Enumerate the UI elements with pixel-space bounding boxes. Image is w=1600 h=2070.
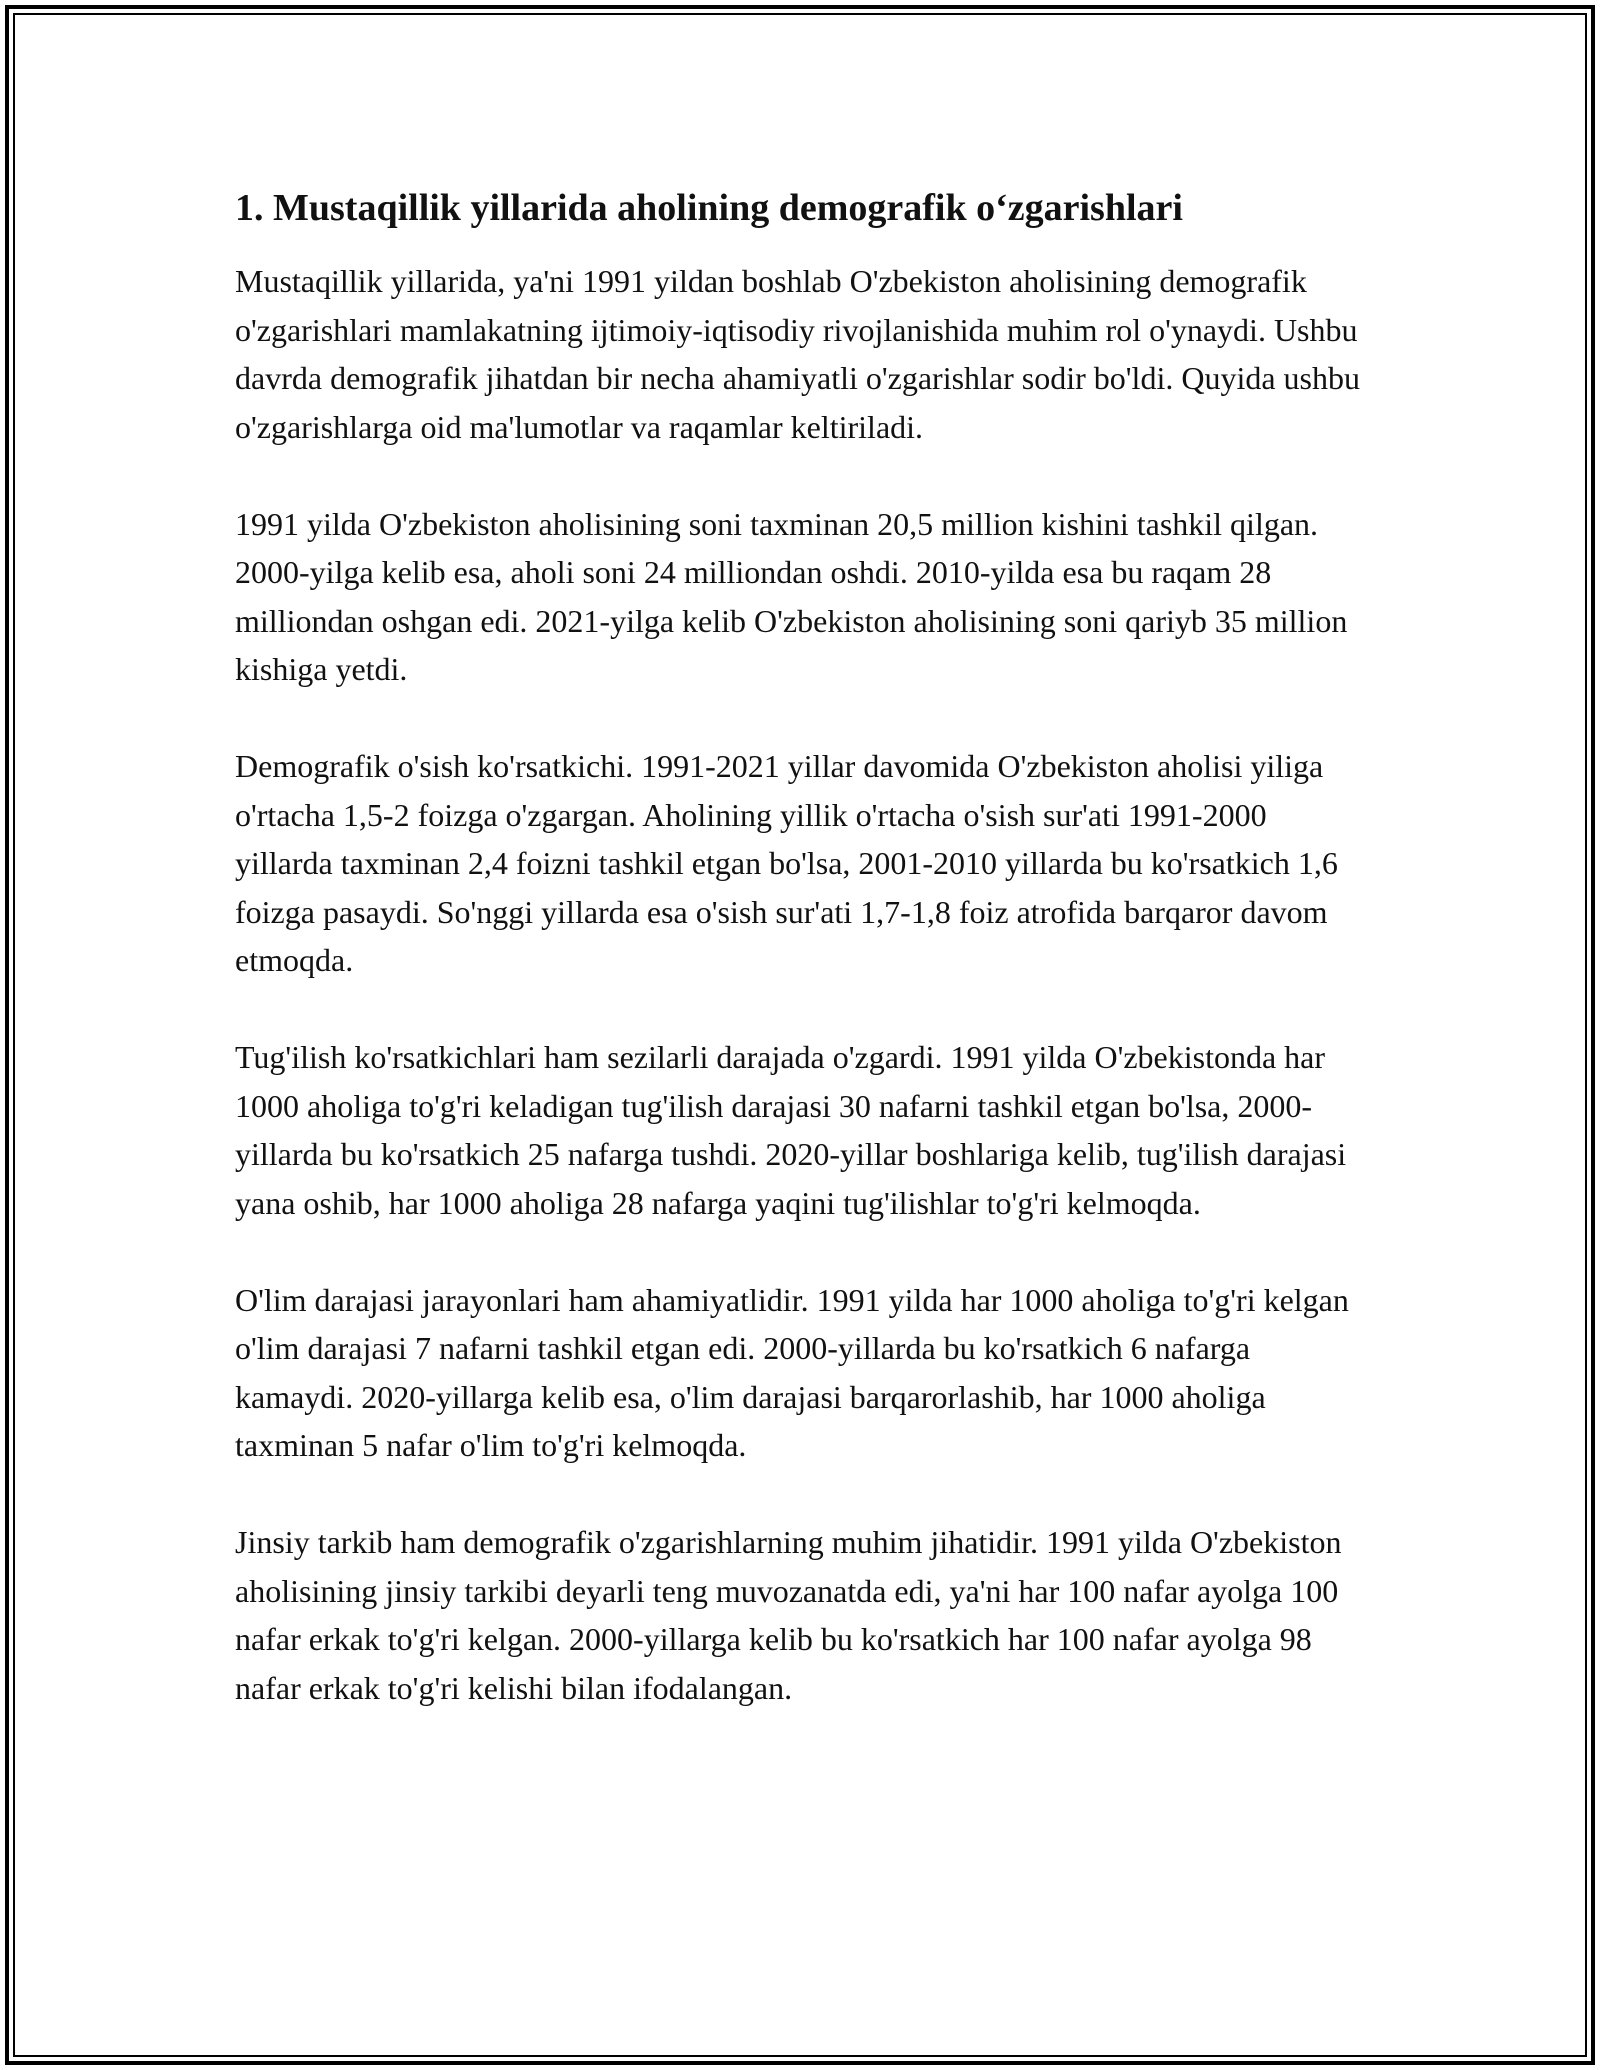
paragraph-gender-composition: Jinsiy tarkib ham demografik o'zgarishlarning muhim jihatidir. 1991 yilda O'zbekiston aholisining jinsiy tarkibi deyarli teng muvozanatda edi, ya'ni har 100 nafar ayolga 100 nafar erkak to'g'ri kelgan. 2000-yillarga kelib bu ko'rsatkich har 100 nafar ayolga 98 nafar erkak to'g'ri kelishi bilan ifodalangan. (235, 1524, 1342, 1706)
paragraph-death-rate: O'lim darajasi jarayonlari ham ahamiyatlidir. 1991 yilda har 1000 aholiga to'g'ri kelgan o'lim darajasi 7 nafarni tashkil etgan edi. 2000-yillarda bu ko'rsatkich 6 nafarga kamaydi. 2020-yillarga kelib esa, o'lim darajasi barqarorlashib, har 1000 aholiga taxminan 5 nafar o'lim to'g'ri kelmoqda. (235, 1281, 1349, 1463)
document-body (235, 185, 1365, 1761)
paragraph-population: 1991 yilda O'zbekiston aholisining soni taxminan 20,5 million kishini tashkil qilgan. 2000-yilga kelib esa, aholi soni 24 milliondan oshdi. 2010-yilda esa bu raqam 28 milliondan oshgan edi. 2021-yilga kelib O'zbekiston aholisining soni qariyb 35 million kishiga yetdi. (235, 505, 1348, 687)
paragraph-growth-rate: Demografik o'sish ko'rsatkichi. 1991-2021 yillar davomida O'zbekiston aholisi yiliga o'rtacha 1,5-2 foizga o'zgargan. Aholining yillik o'rtacha o'sish sur'ati 1991-2000 yillarda taxminan 2,4 foizni tashkil etgan bo'lsa, 2001-2010 yillarda bu ko'rsatkich 1,6 foizga pasaydi. So'nggi yillarda esa o'sish sur'ati 1,7-1,8 foiz atrofida barqaror davom etmoqda. (235, 748, 1338, 978)
paragraph-intro: Mustaqillik yillarida, ya'ni 1991 yildan boshlab O'zbekiston aholisining demografik o'zgarishlari mamlakatning ijtimoiy-iqtisodiy rivojlanishida muhim rol o'ynaydi. Ushbu davrda demografik jihatdan bir necha ahamiyatli o'zgarishlar sodir bo'ldi. Quyida ushbu o'zgarishlarga oid ma'lumotlar va raqamlar keltiriladi. (235, 263, 1360, 445)
section-title: 1. Mustaqillik yillarida aholining demografik o‘zgarishlari (235, 187, 1183, 229)
paragraph-birth-rate: Tug'ilish ko'rsatkichlari ham sezilarli darajada o'zgardi. 1991 yilda O'zbekistonda har 1000 aholiga to'g'ri keladigan tug'ilish darajasi 30 nafarni tashkil etgan bo'lsa, 2000-yillarda bu ko'rsatkich 25 nafarga tushdi. 2020-yillar boshlariga kelib, tug'ilish darajasi yana oshib, har 1000 aholiga 28 nafarga yaqini tug'ilishlar to'g'ri kelmoqda. (235, 1039, 1347, 1221)
